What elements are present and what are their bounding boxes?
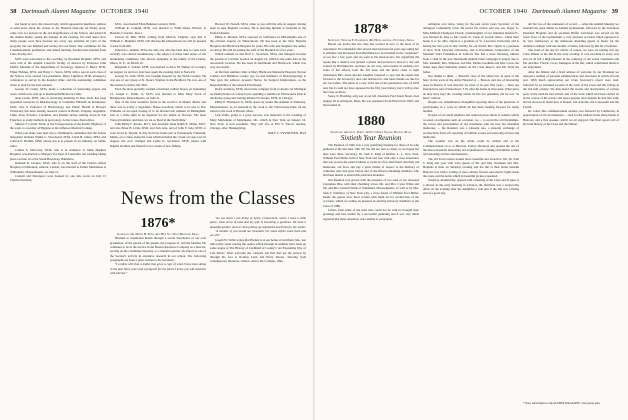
paragraph: When you make your next trip to Washington, remember that the Senate delegation includes Wilder C. Woodward, M'94, Clyde H. James, M'93, and Carlton E. Hollins, M'90, whose son is at present in an authority on Salmo trutta.	[10, 130, 106, 148]
left-page	[0, 0, 313, 420]
paragraph: "A number of you would not remember her name before some them and we will"	[210, 229, 306, 238]
class-secretary-line: Secretary, Dr. Henry H. Piper, 411 High St., West Medford, Mass.	[116, 232, 200, 236]
paragraph: sist found at once, the closest body, which appeared in members, address to send news about the classes to the Hospital fund-one on Friday noon; came over for lectures in the old magnificence of the School, and joined in the alumni dinner, seeing the banquet in the evening. We don't know how many people were here because not every one attended all parts of the program, but one hundred and twenty-two are listed. Our committee for the Commencement, graduation, and annual meeting, Twenty men attended from Class Twenty-Six.	[10, 22, 106, 57]
paragraph: Alan Leslie, M'95, who is practicing medicine in New York, has been appointed instructor in Pharmacology at Columbia. Hildreth de Poindexter, M'42, who is Professor of Bacteriology and Public Health at Howard University, has been visiting research centers in Brazil, Uruguay, Argentina, Chile, Peru, Ecuador, Colombia, and Panama before settling down in San Francisco to study methods in proctology. At her Jones, Puerto Rico.	[10, 95, 106, 122]
paragraph: One of the most beautiful fjords in the world is in Maine. Basin, and there was in Colby a Sagadahoc House Goodwin, which to be one to Port Williams on an equal footing of to be married last summer in Bellingham. Just as a bride light as he departed for the Island of Norway. The most Viewed tradition, and there we sat as 'Deaf in the North Ride.'	[110, 100, 206, 122]
paragraph: Which reminds us that Rolf C. Syvertsen, M'24, and Margaret became the parents of Caroline Gordon on August 19, which is the same date as the one-month vacation. He has been in Dartmouth and Hitchcock, which was very successful.	[210, 52, 306, 70]
class-secretary-line: Secretary, Arthur L. Perry, 10 Post Office Square, Boston, Mass.	[330, 129, 412, 134]
paragraph: George W. Zahl, M'39, was brought hospital by the North Country. He was one of our group at St. Rose's Virginia in the Bradford. He was one of the earliest to follow Mr. Hall.	[110, 74, 206, 87]
paragraph: George W. Cutler, M'32, made a collection of interesting papers and cases, which were sent up to Dartmouth-Hitchcock Clinic.	[10, 87, 106, 96]
left-column-2	[110, 22, 206, 186]
right-page	[315, 0, 628, 420]
left-column-1	[10, 22, 106, 414]
paragraph: The event of the day for which, of course, we were all waiting was our Class Dinner at the Inn in the early evening. It was excellent in every way and we all felt a high pleasure in the company of our seven classmates and Mr. and Mrs. Fred R. Cross, Managers of the Inn, which contributed much to our enjoyment.	[523, 48, 619, 70]
paragraph: "As you know I am living at Lyme, Connecticut, where I have a little place, some acres of land and my wife is becoming a gardener. We have a beautiful garden, and we raise putting up vegetables and fruits for the winter.	[210, 216, 306, 229]
right-page-number: 39	[611, 8, 618, 15]
right-magazine-title: Dartmouth Alumni Magazine	[532, 8, 607, 15]
paragraph: Collins S. MacCarty, M'46, who is in residence at Johns Hopkins Hospital, was married to Margery Tye Deal of Louisville, the wedding taking place on June 10 at the South Broadway, Baltimore.	[10, 147, 106, 161]
paragraph: M.H. were welcomed to the coaching, by President Hopkins. M'95, and were told of the Alumni Council's facility of director by Professor John Moffat Mecklin of the Department of Sociology. Spencer F. Baird, M'30, Elmer Holmes, M'32, and Harry C. Storrs, M'30, with a seat in each class of the School, were elected vice-presidents. Harry Lightfoot, M'36, arranged a conference to survey in the hospital clinic, and the nominating committee chose to plan for the next reunion.	[10, 56, 106, 87]
footnote: * Note, subscription to the ALUMNI MAGAZINE, class group plan.	[523, 402, 601, 405]
class-secretary-line: Secretary, William E. Parkinson, 491 Highland Ave., Fitchburg, Mass.	[327, 38, 415, 42]
paragraph: Edward G. Jenkins, M'34, the only one who has been able to come back recently, was elected unanimously a the subject of many kind letters of the nominating committee. Our sincere sympathy to the family of his brother, Ithaca, N. Y., on March 10.	[110, 48, 206, 66]
paragraph: Philip P. Thompson Jr., M'39, spent six weeks this summer at Wellesley, Massachusetts; as an assistant in the work to the Yellowstone Park; on his return to the work at Boston, Mass.	[210, 100, 306, 113]
paragraph: Jack Tobin, going to a great success, was induction to the wedding of Mary Maclennan of Manchester, Oh., which in New York on January 16. New York, is now president. They will live at 833 S. Yarrow Avenue, Chicago, after Thanksgiving.	[210, 113, 306, 131]
left-column-3	[210, 22, 306, 186]
paragraph: John Philip F. Rooke, M'17, and Assistant Dean Ralph E. Miller, M'27, and also Erner B. Little, M'40, and Jack Gile, and of John F. Gile, M'28, to even loved in 'Dream' in July from her home just at Portsmouth, Falmouth, Maine, on a cruise along the coast which included the circuit of Cape Cod. In August, the crew changed and Leslie K. Sycamore, M'28, joined with Ralph's brothers and friend for two weeks of new fishing.	[110, 121, 206, 148]
signature: ROLF C. SYVERTSEN, M'24	[268, 130, 306, 135]
right-issue-date: OCTOBER 1940	[479, 8, 528, 15]
left-issue-date: OCTOBER 1940	[100, 8, 149, 15]
paragraph: M'41, was married Ellen Belknap Leonard, M'41.	[115, 22, 177, 26]
reunion-subheading: Sixtieth Year Reunion	[340, 133, 402, 142]
paragraph: After the Dinner and a brief address of welcome by our President we enjoyed a reading of personal reminiscences and anecdotes in which all took part. With much appreciation our Class Secretary's report were read, followed by an extended account of the work of the Class and the college in the last half century. We then heard the stories and descriptions of various parts of the earth he had visited, and of the work which had been carried on in the course of his travels and queer peoples and customs he had met with; and he showed in detail how at Rouen, and at Rome, the Colosseum and the Forum.	[523, 69, 619, 109]
left-column-3-lower	[210, 216, 306, 414]
paragraph: Benjamin C. Sander, M'38, was married to Alice M. Walker of Coventry on August 14, and two days later spent the evening, held at Norwich.	[110, 65, 206, 74]
paragraph: Heathen to mentioned herein through a recent Newsletter of our own graduation, of the glacial of his garden, the progress of, and the familiar. He continues to be in the service in the Boston Insurance Company as a director, serving on the committee Saturday, or a standard quarter. Dr. Piper's is one of the Society's activity in extensive research in our school. The following paragraphs are from a letter written to the Secretary:	[110, 236, 206, 263]
section-banner-title: News from the Classes	[120, 189, 296, 209]
paragraph: Even the most probably wedded a husband, Gilbert Keyes on September 15, Joseph C. Plank, Jr., M'35, was married to Miss Mary Swett of Bridgewater, Massachusetts, on June 21.	[110, 87, 206, 100]
paragraph: The weather was on the whole could be wished and at the Commencement on or at Hanover. Friday afternoon and opened the one of the most pleasantly interesting old acquaintances, visiting old familiar scenes and renewing old ties and memories.	[423, 139, 519, 157]
paragraph: At the final summer clinic at Mary Hitchcock Memorial Hospital, Norton Carlisle and Hamilton County ago we had members of Otolaryngology at Yale gave the address: Acoustic Nerve: Its Surgical Implications, as the Responsibility of the General Practitioner.	[210, 69, 306, 87]
paragraph: William R. Conklin, M'30, was married to Willis Riska Walcott, at Boulder, Colorado, June 1.	[110, 26, 206, 35]
paragraph: Connell and Davenport were booked by one who starts on July 15 Charles Newberg	[10, 174, 106, 183]
paragraph: Howard W. Newell, M'24, came to you with his wife in August, having been in sane England vacation. He is devoting himself to hospitals in the United Ukraine.	[210, 22, 306, 35]
class-year-heading: 1878*	[353, 22, 389, 37]
class-year-heading: 1880	[357, 113, 385, 129]
paragraph: Arlington ever since, being for the past seven years Secretary of the Arlington Community Club. He leaves his widow and one son, Roger S., Miss Mildred Thompson Farrell, granddaughter of our lamented Reuben E., was married in June to Mr. Curtis W. Clark of Lowell, Mass., where their home is to be. Mrs. Ogren is a graduate of St. Lawrence University and is having her new post in that vicinity for our friend, Mrs. Ogren is a graduate of New York Syracuse University, and is Investment Comptroller of the Marshall Field Foundation in Sanford. She had a most flattering address from a chair in the new Dartmouth Alumni Fund campaign is largely due to Mrs. Kenneth; Mrs. Simpson, and Mrs. Emma Goodman and Mrs. Cross, the ladies kept their husbands' names on the Class Report, and Mr. Field his father.	[423, 22, 519, 74]
paragraph: Despite our remembrance thoughtful reporting three of the pleasures of participating in a cross in which all had been looking forward for many months.	[423, 100, 519, 113]
paragraph: Letters from some of the men who could not be with us brought their greetings and best wishes for a successful gathering and it was very much regretted that these absentees were unable to participate.	[323, 208, 419, 221]
right-running-head	[480, 8, 618, 15]
right-column-3	[523, 22, 619, 398]
left-column-2-lower	[110, 216, 206, 414]
right-column-2	[423, 22, 519, 414]
paragraph: Joseph W. Willis writes that Barnett is at our home at Litchfield, Me., last time partly spent touring the region which through in summer have been up some stages of The History of Litchfield of County's 'An Expanding Way of Life Prints'. Then welcome the counsels Ale that had led the person by through the foot at Rodney Lynn and Harry Davies. Tutoring from contemporary literature, Gibson. Arrive the Colleges, Ohio.	[210, 237, 306, 264]
left-magazine-title: Dartmouth Alumni Magazine	[21, 8, 96, 15]
left-running-head	[10, 8, 148, 15]
paragraph: "I confess with that a leaflet that gives a copy of what I have been doing in the past three years and a program for the future I know you will read this with interest."	[110, 262, 206, 276]
right-column-1	[323, 22, 419, 414]
paragraph: Forrest W. Bell, M'28, writing from Morton, Virginia, says that if William C. Maulden, M'38, will disclose his whereabouts, he will be pleased to hear from him.	[110, 35, 206, 48]
paragraph: Our Reunion was graced with the presence of two sons of our deceased Classmate Pike, with their charming wives, Mr. and Mrs. Cyrus Wilde and Mr. and Mrs. Donald Wilde of Wakefield, Massachusetts, as well as by Mrs. Sam T. Schelleve of New York City, a close friend of William Ford Miller. Inside the guests were most cordial with them all for recollection of the occasion, which we realize an pleasure in electing honorary members of the Class of 1880.	[323, 177, 419, 208]
paragraph: Philip A. Marden, M'34, reported in confidence in Philadelphia one of the obvious experts on Tuberculosis. He has been at the New England Hospital and Hitchcock Hospital for years. His wife and daughter, the author of eleven. He will be joining the staff of the Hospital in a few years.	[210, 35, 306, 53]
paragraph: Simeon T. Carroll, M'34, of the Transportation of the Pacific Highway of the work, is a teacher of Hygiene at the Jefferson Medical College.	[10, 121, 106, 131]
paragraph: The Reunion of 1940 was a very gratifying meeting for those of us who gathered at the Inn June 15th '40. We did not turn so many as we hoped but nine were there. Secretary, Dr. Sam T. King of Belfast, L. L. New York, William Ferd Miller both of New York and four with only a class attendance that was as near the usual tradition to recall in a few brief hours that their old memories, old faces and pay a prize tribute of respect to the memory of comrades who had gone before and to the fifteen remaining members who had been unable to attend this particular Reunion.	[323, 142, 419, 178]
paragraph: The old Town scenes looked more beautiful and attractive. We, Dr. Sam T. King and your wife were guests of Mr. and Mrs. President and Mrs. Hopkins at their on Saturday evening and the Inn at their home beneath Hanover tree with a writing of trees, shrubs, flowers and electric lights made the scene and the home which in beautiful picture presented.	[423, 156, 519, 179]
paragraph: All but two of the reunioners of record, ... After the Alumni Meeting we attended the great dinner in Alumni Gymnasium, followed by the Luncheon President Hopkins and an excellent Buffet Luncheon was served on the lower floor of the Gymnasium, a very pleasant occasion which appeared to be very satisfactory to the numerous attending guests of honor for the Alumni to mingle with one another at tables, followed by this bit of reunion.	[523, 22, 619, 48]
paragraph: In spite of our small numbers and reduced power much of sadness which as usual accompanies such an occasion, we ... to avoid the old friendships, the voices and personalities of old classmates who are now but cherished memories, ... the Reunion was a pleasant one, a pleasant exchange of recollections from old, rejoicing of familiar scenes and renewing old ties and memories.	[423, 113, 519, 139]
paragraph: Sence N. Horaling, only son of our left classmate Fred Stuart Stuart, died August 29 in Arlington, Mass. He was graduated from Harvard in 1903, and had resided in	[323, 94, 419, 108]
class-year-heading: 1876*	[140, 216, 176, 231]
paragraph: Rolf Larremore, M'39, moved the company from Colorado via Michigan on Pennsylvania on a motorcycle spending a summer in Yellowstone Park in the Rocky group and visiting Richard W. Rooks, M'39, in Chicago.	[210, 87, 306, 100]
paragraph: Kenneth R. Jacques, M'45, who is on the staff of the Charles Alfred Hospital at Edmonton, Alberta, Canada, was married to Esther Mackinnon at Wilbraham, Massachusetts, on June 15.	[10, 161, 106, 174]
paragraph: Saturday, Alumni Day, opened with a meeting of the Class and in spite of a shower in the early morning in advance, the luncheon was a noteworthy affair. In the evening after the delightful a ride and at the Inn was a fitting end of a good day.	[423, 178, 519, 196]
paragraph: Dr. Jones' fine commencement address was followed by Lamberton, in appreciation of all our memories ... such for his address in the Deep Dome at Hanover, and a fine speaker, which we all enjoyed. Our final report told of his brief history of the Class and the Dinner.	[523, 108, 619, 126]
paragraph: Our thanks to them. ... Bessun's view of the entire trip, in spite of the heat; in the work of the Army Hospital at ... Boston, and lots of interesting news in Boston. It was observer for most of its past fifty years. ... Dear our friends have just at Watertown; 3 Pr. after his home in Worcester. What gives us may have kept the crossing winter he has not remained, but he was "in heart" with us.	[423, 74, 519, 100]
left-page-number: 38	[10, 8, 17, 15]
paragraph: Bessel our notice that the class has worked in ever to the most of its experience. It's remarkable that several men between ten years ago taking her is Albemar and Reverend Fred Hutchinson to be included in the "sweetener" of our few a few years and we went to his sister-in-law. We regretfully the repute that a relative was pleased a phone and proceed to here in a day and wanted by Hutchinson's, and here on our way, and recently in looking over some of her effects, both the fall issue and the photo came to light whereupon Mrs. Jones and her daughter prepared a copy and the repute that forward to the Secretary's door and delivered it. Our heart thanks are due for our two ladies. The photo is a very vivid one of the graduation class of 1878 and, but it could not have appeared in the fifty year history, but it will go into the Class archives.	[323, 42, 419, 95]
